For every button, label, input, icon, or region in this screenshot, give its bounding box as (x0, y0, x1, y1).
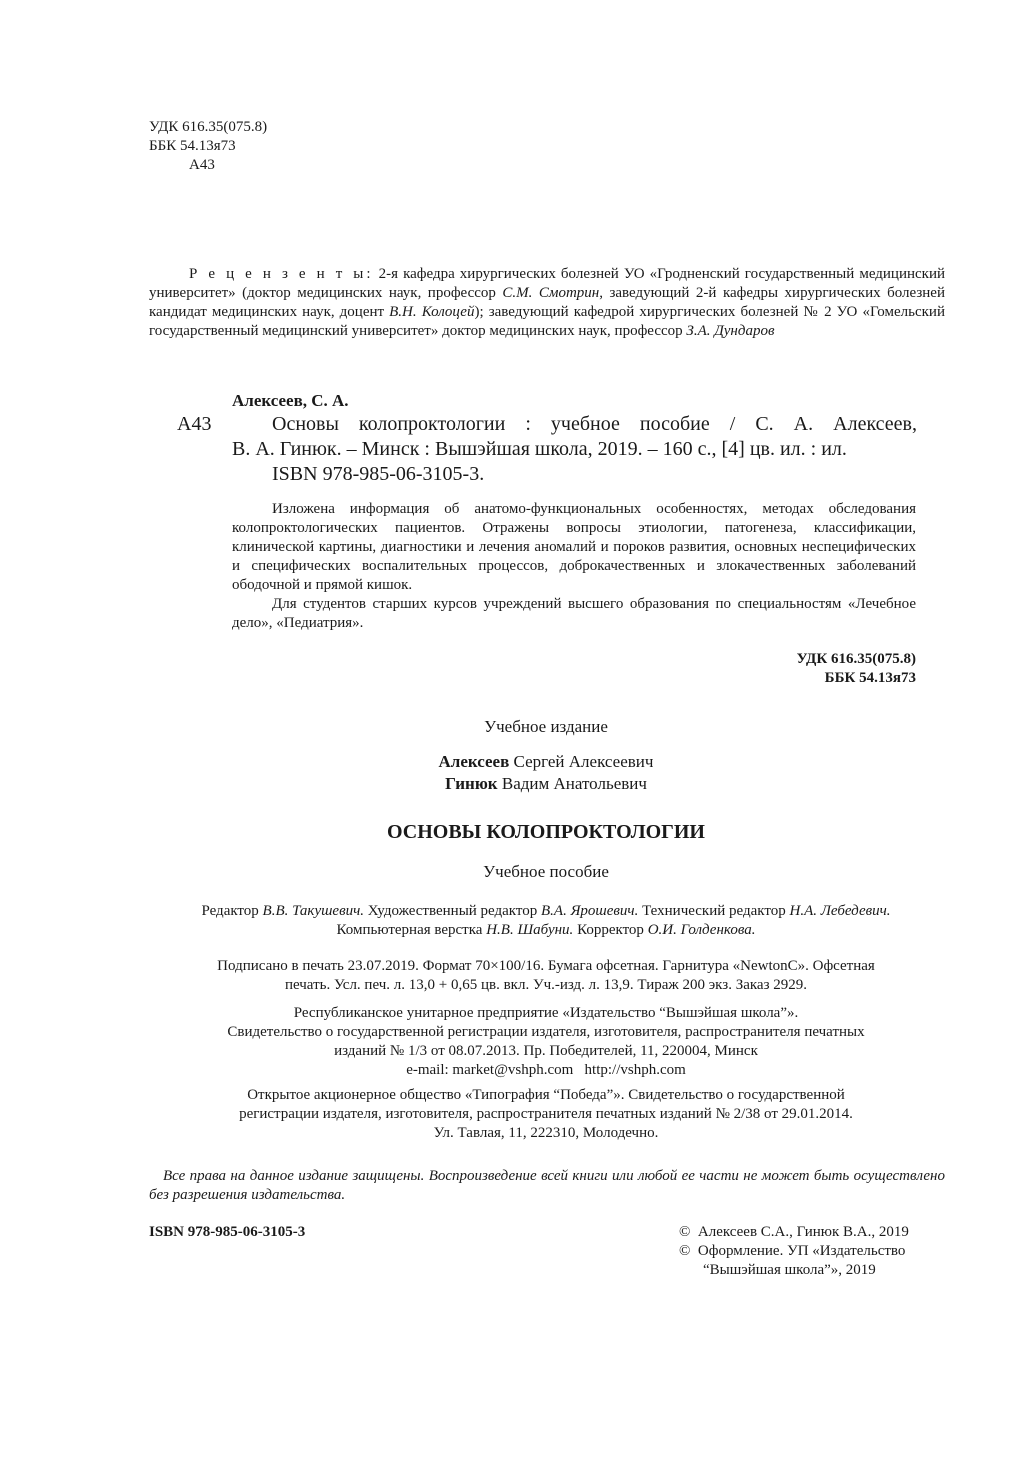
author-line-1 (146, 751, 946, 773)
proofreader-label: Корректор (573, 922, 648, 938)
edition-type: Учебное издание (484, 717, 608, 736)
footer-isbn: ISBN 978-985-06-3105-3 (149, 1224, 306, 1240)
author-2-surname: Гинюк (445, 774, 498, 793)
bbk-code-bold: ББК 54.13я73 (824, 670, 916, 686)
art-editor-name: В.А. Ярошевич. (541, 903, 639, 919)
print-line-2: печать. Усл. печ. л. 13,0 + 0,65 цв. вкл. Уч.-изд. л. 13,9. Тираж 200 экз. Заказ 2929. (284, 977, 808, 993)
editor-name: В.В. Такушевич. (262, 903, 364, 919)
reviewers-text-2: , заведующий 2-й кафедры хирургических болезней кандидат медицинских наук, доцент (149, 285, 945, 320)
udk-code-bold: УДК 616.35(075.8) (796, 651, 916, 667)
reviewers-text-3: ); заведующий кафедрой хирургических болезней № 2 УО «Гомельский государственный медицинский университет» доктор медицинских наук, профессор (149, 304, 945, 339)
printer-info (140, 1086, 952, 1143)
layout-label: Компьютерная верстка (336, 922, 487, 938)
publisher-line-3: изданий № 1/3 от 08.07.2013. Пр. Победителей, 11, 220004, Минск (334, 1043, 758, 1059)
rights-notice: Все права на данное издание защищены. Воспроизведение всей книги или любой ее части не может быть осуществлено без разрешения издательства. (149, 1168, 945, 1203)
printer-line-1: Открытое акционерное общество «Типография “Победа”». Свидетельство о государственной (247, 1087, 845, 1103)
annotation-paragraph-1: Изложена информация об анатомо-функциональных особенностях, методах обследования колопроктологических пациентов. Отражены вопросы этиологии, патогенеза, классификации, клинической картины, диагностики и лечения аномалий и пороков развития, основных неспецифических и специфических воспалительных процессов, доброкачественных и злокачественных заболеваний ободочной и прямой кишок. (232, 501, 916, 593)
classification-right (616, 650, 916, 688)
bib-line-1: Основы колопроктологии : учебное пособие / С. А. Алексеев, (272, 413, 917, 435)
reviewer-name-1: С.М. Смотрин (502, 285, 600, 301)
author-line-2 (146, 773, 946, 795)
publisher-line-2: Свидетельство о государственной регистрации издателя, изготовителя, распространителя печатных (227, 1024, 865, 1040)
reviewers-label: Р е ц е н з е н т ы: (189, 266, 374, 282)
reviewer-name-2: В.Н. Колоцей (389, 304, 475, 320)
print-info (140, 957, 952, 995)
author-2-name: Вадим Анатольевич (497, 774, 647, 793)
staff-line-1 (140, 902, 952, 921)
udk-code: УДК 616.35(075.8) (149, 119, 268, 135)
bib-line-2: В. А. Гинюк. – Минск : Вышэйшая школа, 2019. – 160 с., [4] цв. ил. : ил. (232, 438, 847, 460)
bib-author: Алексеев, С. А. (232, 391, 349, 410)
author-1-name: Сергей Алексеевич (509, 752, 654, 771)
bib-isbn: ISBN 978-985-06-3105-3. (272, 463, 485, 485)
editor-label: Редактор (201, 903, 263, 919)
reviewers-paragraph (149, 265, 945, 341)
publisher-info (140, 1004, 952, 1080)
reviewers-text-1: 2-я кафедра хирургических болезней УО «Гродненский государственный медицинский университет» (доктор медицинских наук, профессор (149, 266, 946, 301)
book-subtitle: Учебное пособие (483, 862, 609, 881)
printer-line-2: регистрации издателя, изготовителя, распространителя печатных изданий № 2/38 от 29.01.2014. (239, 1106, 853, 1122)
book-title: ОСНОВЫ КОЛОПРОКТОЛОГИИ (386, 821, 705, 843)
author-1-surname: Алексеев (438, 752, 510, 771)
copyright-line-1: © Алексеев С.А., Гинюк В.А., 2019 (679, 1224, 909, 1240)
bbk-code: ББК 54.13я73 (149, 138, 236, 154)
proofreader-name: О.И. Голденкова. (647, 922, 756, 938)
top-classification (149, 118, 449, 175)
bib-mark: А43 (177, 413, 212, 435)
tech-editor-label: Технический редактор (638, 903, 790, 919)
layout-name: Н.В. Шабуни. (486, 922, 574, 938)
art-editor-label: Художественный редактор (364, 903, 541, 919)
author-mark: А43 (189, 157, 215, 173)
printer-line-3: Ул. Тавлая, 11, 222310, Молодечно. (433, 1125, 659, 1141)
copyright-block (679, 1223, 959, 1280)
publisher-line-1: Республиканское унитарное предприятие «Издательство “Вышэйшая школа”». (293, 1005, 799, 1021)
reviewer-name-3: З.А. Дундаров (686, 323, 775, 339)
copyright-line-2: © Оформление. УП «Издательство (679, 1243, 906, 1259)
tech-editor-name: Н.А. Лебедевич. (789, 903, 891, 919)
print-line-1: Подписано в печать 23.07.2019. Формат 70×100/16. Бумага офсетная. Гарнитура «NewtonC». Офсетная (217, 958, 875, 974)
annotation-paragraph-2: Для студентов старших курсов учреждений высшего образования по специальностям «Лечебное дело», «Педиатрия». (232, 596, 916, 631)
annotation (232, 500, 916, 633)
staff-line-2 (140, 921, 952, 940)
copyright-line-3: “Вышэйшая школа”», 2019 (703, 1262, 876, 1278)
publisher-line-4: e-mail: market@vshph.com http://vshph.com (406, 1062, 686, 1078)
